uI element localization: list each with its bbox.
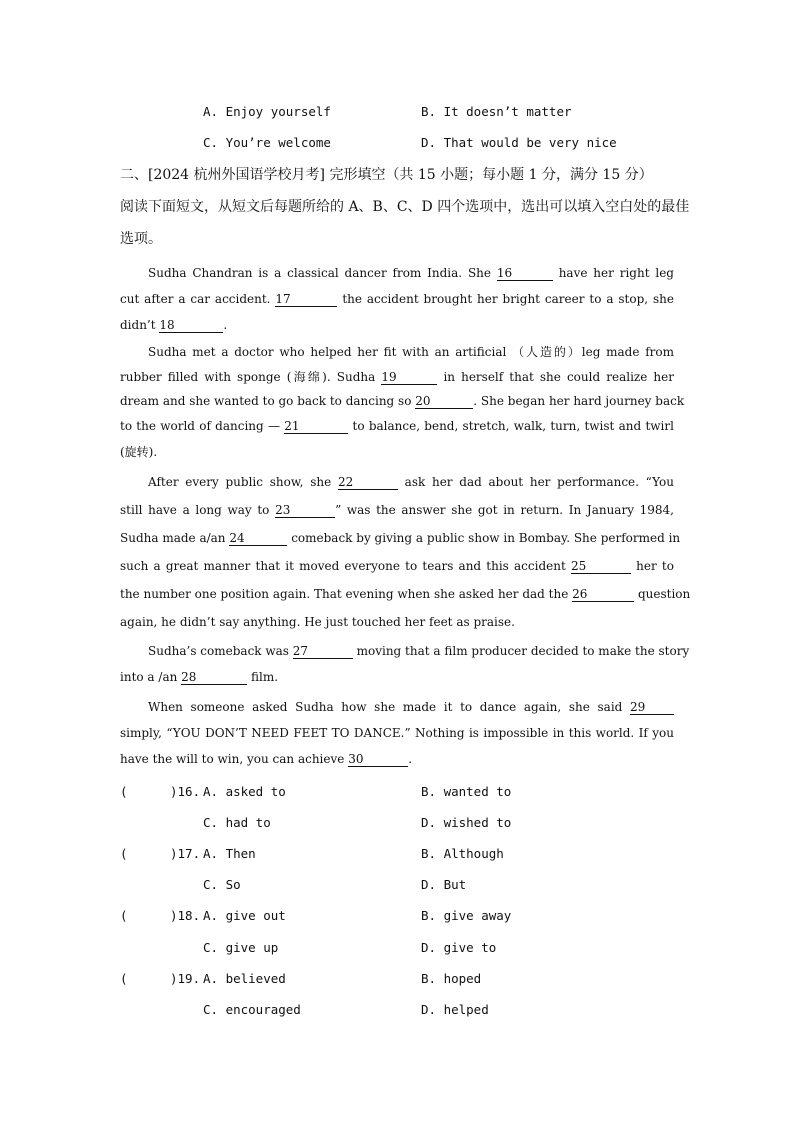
blank-28[interactable]: 28 (181, 670, 247, 685)
answer-paren-19[interactable]: ( (120, 971, 128, 986)
passage-line: After every public show, she 22 ask her dad about her performance. “You (148, 475, 674, 489)
blank-17[interactable]: 17 (275, 292, 337, 307)
worksheet-page: A. Enjoy yourself B. It doesn’t matter C. You’re welcome D. That would be very nice 二、[2024 杭州外国语学校月考] 完形填空（共 15 小题；每小题 1 分，满分 15 分） 阅读下面短文，从短文后每题所给的 A、B、C、D 四个选项中，选出可以填入空白处的最佳 选项。 Sudha Chandran is a classical dancer from India. She 16 have her right leg cut after a car accident. 17 the accident brought her bright career to a stop, she didn’t 18 . Sudha met a doctor who helped her fit with an artificial （人造的）leg made from rubber filled with sponge (海绵). Sudha 19 in herself that she could realize her dream and she wanted to go back to dancing so 20 . She began her hard journey back to the world of dancing — 21 to balance, bend, stretch, walk, turn, twist and twirl (旋转). After every public show, she 22 ask her dad about her performance. “You still have a long way to 23 ” was the answer she got in return. In January 1984, Sudha made a/an 24 comeback by giving a public show in Bombay. She performed in such a great manner that it moved everyone to tears and this accident 25 her to the number one position again. That evening when she asked her dad the 26 question again, he didn’t say anything. He just touched her feet as praise. Sudha’s comeback was 27 moving that a film producer decided to make the story into a /an 28 film. When someone asked Sudha how she made it to dance again, she said 29 simply, “YOU DON’T NEED FEET TO DANCE.” Nothing is impossible in this world. If you have the will to win, you can achieve 30 . ( )16. A. asked to B. wanted to C. had to D. wished to ( )17. A. Then B. Although C. So D. But ( )18. A. give out B. give away C. give up D. give to ( )19. A. believed B. hoped C. encouraged D. helped (120, 104, 691, 1017)
passage-line: Sudha’s comeback was 27 moving that a film producer decided to make the story (148, 644, 690, 658)
option-b[interactable]: B. wanted to (421, 784, 512, 799)
answer-paren-18[interactable]: ( (120, 908, 128, 923)
option-d[interactable]: D. But (421, 877, 467, 892)
blank-21[interactable]: 21 (284, 419, 348, 434)
blank-19[interactable]: 19 (381, 370, 437, 385)
blank-26[interactable]: 26 (572, 587, 634, 602)
passage-line: Sudha Chandran is a classical dancer from India. She 16 have her right leg (148, 266, 674, 280)
blank-22[interactable]: 22 (338, 475, 398, 490)
blank-23[interactable]: 23 (275, 503, 335, 518)
question-number: 19. (177, 971, 201, 986)
question-number: 18. (177, 908, 201, 923)
passage-line: still have a long way to 23 ” was the answer she got in return. In January 1984, (120, 503, 674, 517)
option-a[interactable]: A. Then (203, 846, 256, 861)
passage-line: didn’t 18 . (120, 318, 228, 332)
blank-16[interactable]: 16 (497, 266, 553, 281)
blank-30[interactable]: 30 (348, 752, 408, 767)
option-d[interactable]: D. helped (421, 1002, 489, 1017)
passage-line: (旋转). (120, 445, 158, 459)
prev-option-b: B. It doesn’t matter (421, 104, 572, 119)
blank-25[interactable]: 25 (571, 559, 631, 574)
blank-24[interactable]: 24 (229, 531, 287, 546)
passage-line: have the will to win, you can achieve 30 . (120, 752, 413, 766)
blank-20[interactable]: 20 (415, 394, 473, 409)
passage-paragraph-1 (120, 260, 674, 338)
section-heading: 二、[2024 杭州外国语学校月考] 完形填空（共 15 小题；每小题 1 分，满分 15 分） (120, 167, 653, 183)
answer-paren-16[interactable]: ( (120, 784, 128, 799)
section-instruction-line-2: 选项。 (120, 231, 162, 247)
option-c[interactable]: C. So (203, 877, 241, 892)
option-d[interactable]: D. wished to (421, 815, 512, 830)
question-number: 16. (177, 784, 201, 799)
option-a[interactable]: A. give out (203, 908, 286, 923)
option-b[interactable]: B. hoped (421, 971, 482, 986)
passage-paragraph-4 (120, 638, 690, 690)
option-c[interactable]: C. had to (203, 815, 271, 830)
option-b[interactable]: B. Although (421, 846, 504, 861)
passage-line: such a great manner that it moved everyone to tears and this accident 25 her to (120, 559, 674, 573)
option-a[interactable]: A. asked to (203, 784, 286, 799)
passage-line: Sudha made a/an 24 comeback by giving a public show in Bombay. She performed in (120, 531, 681, 545)
passage-line: again, he didn’t say anything. He just touched her feet as praise. (120, 615, 515, 629)
passage-paragraph-2 (120, 339, 685, 465)
passage-line: simply, “YOU DON’T NEED FEET TO DANCE.” Nothing is impossible in this world. If you (120, 726, 674, 740)
passage-line: to the world of dancing — 21 to balance, bend, stretch, walk, turn, twist and twirl (120, 419, 674, 433)
passage-paragraph-3 (120, 468, 691, 636)
option-b[interactable]: B. give away (421, 908, 512, 923)
question-number: 17. (177, 846, 201, 861)
passage-line: Sudha met a doctor who helped her fit with an artificial （人造的）leg made from (148, 345, 674, 359)
blank-18[interactable]: 18 (159, 318, 223, 333)
option-c[interactable]: C. encouraged (203, 1002, 301, 1017)
passage-line: dream and she wanted to go back to dancing so 20 . She began her hard journey back (120, 394, 685, 408)
passage-line: When someone asked Sudha how she made it to dance again, she said 29 (120, 694, 674, 720)
passage-line: into a /an 28 film. (120, 670, 279, 684)
option-a[interactable]: A. believed (203, 971, 286, 986)
prev-option-d: D. That would be very nice (421, 135, 617, 150)
passage-line: cut after a car accident. 17 the accident brought her bright career to a stop, she (120, 292, 674, 306)
blank-29[interactable]: 29 (630, 700, 674, 715)
answer-paren-17[interactable]: ( (120, 846, 128, 861)
passage-paragraph-5 (120, 694, 674, 772)
section-instruction-line-1: 阅读下面短文，从短文后每题所给的 A、B、C、D 四个选项中，选出可以填入空白处的最佳 (120, 199, 690, 215)
passage-line: rubber filled with sponge (海绵). Sudha 19 in herself that she could realize her (120, 370, 674, 384)
prev-option-c: C. You’re welcome (203, 135, 331, 150)
passage-line: the number one position again. That evening when she asked her dad the 26 question (120, 587, 691, 601)
option-d[interactable]: D. give to (421, 940, 497, 955)
prev-option-a: A. Enjoy yourself (203, 104, 331, 119)
blank-27[interactable]: 27 (293, 644, 353, 659)
option-c[interactable]: C. give up (203, 940, 279, 955)
